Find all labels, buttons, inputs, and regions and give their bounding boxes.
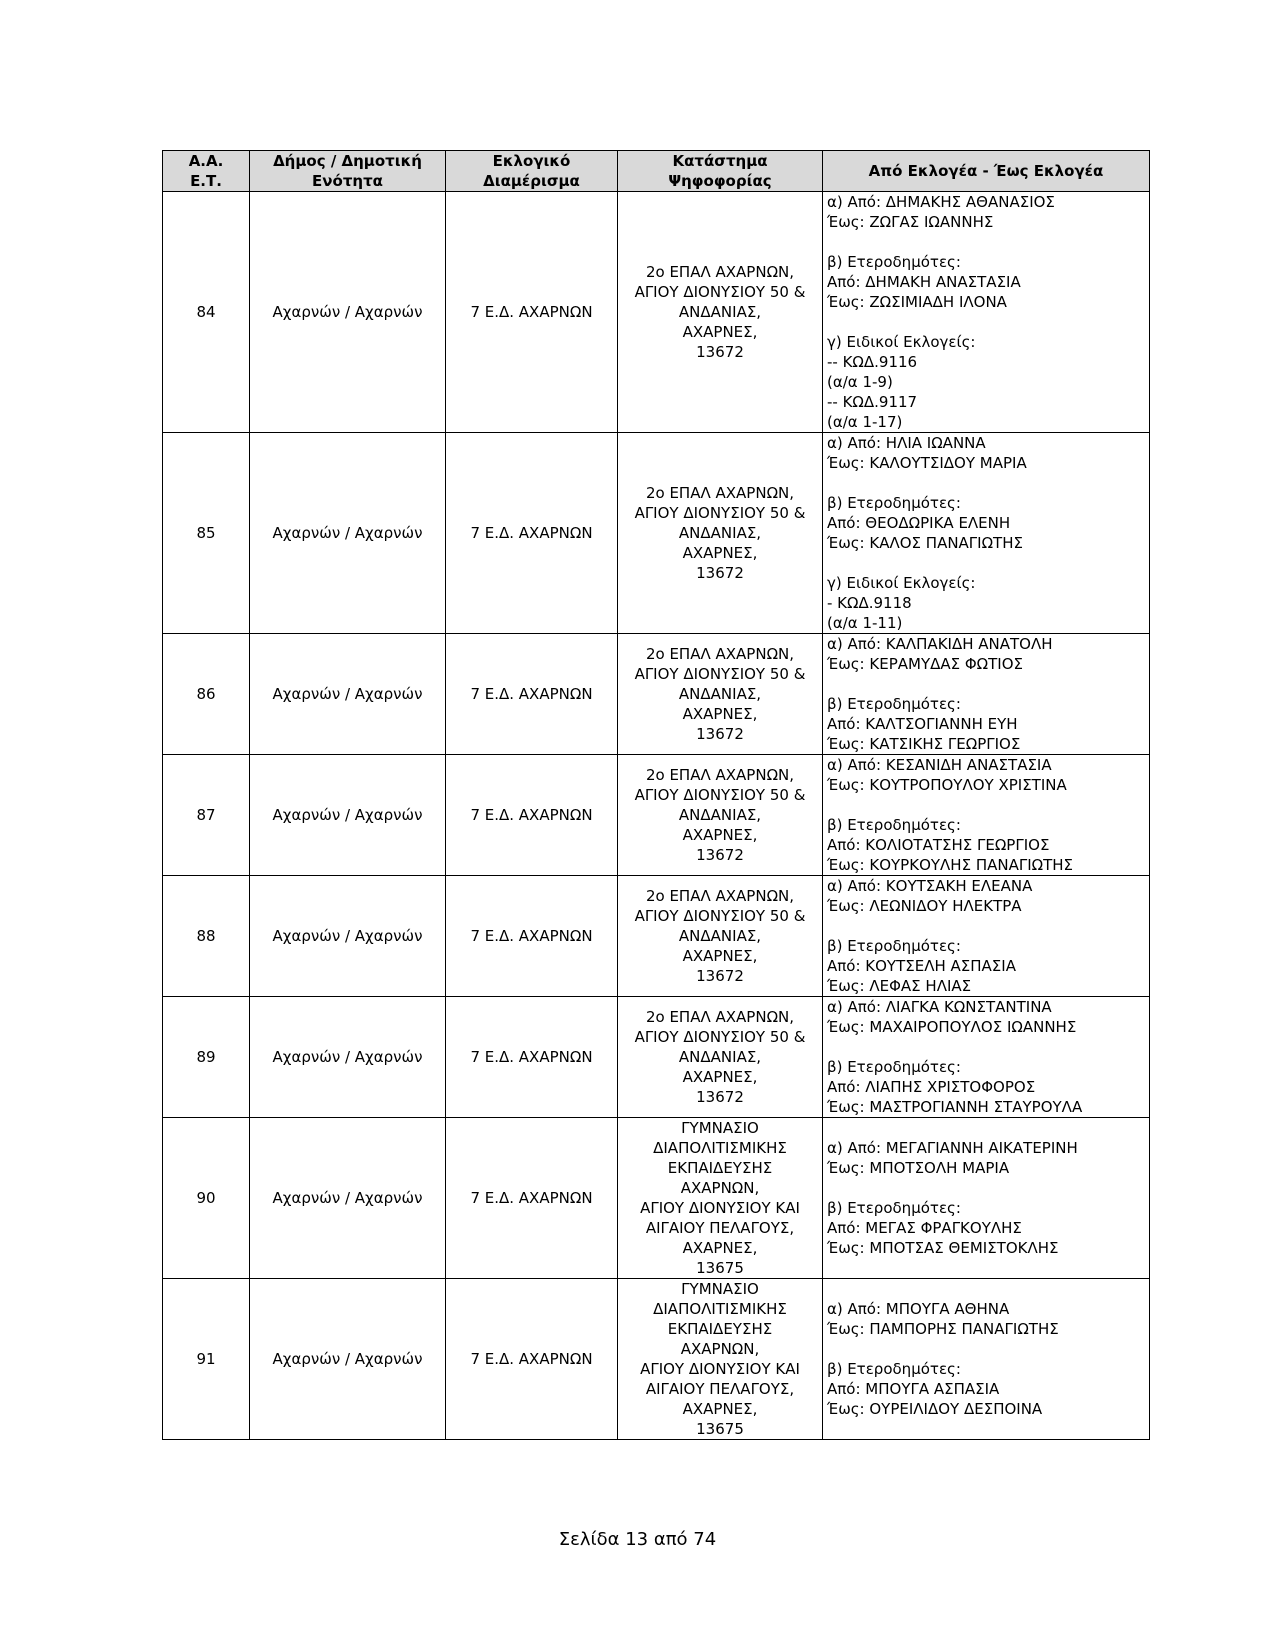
cell-dimos: Αχαρνών / Αχαρνών (250, 876, 446, 997)
katastima-line: 13675 (696, 1259, 744, 1277)
header-aa-line2: Ε.Τ. (190, 172, 222, 190)
katastima-line: ΑΧΑΡΝΕΣ, (682, 323, 758, 341)
range-spacer (827, 1339, 1145, 1359)
range-line: Από: ΜΕΓΑΣ ΦΡΑΓΚΟΥΛΗΣ (827, 1219, 1022, 1237)
cell-diamerisma: 7 Ε.Δ. ΑΧΑΡΝΩΝ (446, 1118, 618, 1279)
cell-katastima (618, 876, 823, 997)
range-line: α) Από: ΔΗΜΑΚΗΣ ΑΘΑΝΑΣΙΟΣ (827, 193, 1055, 211)
table-row (163, 997, 1150, 1118)
katastima-line: 13672 (696, 564, 744, 582)
voting-table (162, 150, 1150, 1440)
table-header-row (163, 151, 1150, 192)
katastima-line: ΑΙΓΑΙΟΥ ΠΕΛΑΓΟΥΣ, (645, 1380, 795, 1398)
katastima-line: ΑΓΙΟΥ ΔΙΟΝΥΣΙΟΥ ΚΑΙ (640, 1360, 800, 1378)
range-line: β) Ετεροδημότες: (827, 1360, 961, 1378)
katastima-line: 13672 (696, 343, 744, 361)
range-line: α) Από: ΛΙΑΓΚΑ ΚΩΝΣΤΑΝΤΙΝΑ (827, 998, 1052, 1016)
katastima-line: ΑΧΑΡΝΕΣ, (682, 1400, 758, 1418)
range-line: α) Από: ΜΠΟΥΓΑ ΑΘΗΝΑ (827, 1300, 1010, 1318)
katastima-line: ΑΧΑΡΝΕΣ, (682, 947, 758, 965)
header-katastima (618, 151, 823, 192)
header-katastima-line2: Ψηφοφορίας (668, 172, 772, 190)
header-range: Από Εκλογέα - Έως Εκλογέα (823, 151, 1150, 192)
table-row (163, 634, 1150, 755)
table-body (163, 192, 1150, 1440)
range-line: Έως: ΠΑΜΠΟΡΗΣ ΠΑΝΑΓΙΩΤΗΣ (827, 1320, 1059, 1338)
cell-aa: 89 (163, 997, 250, 1118)
range-spacer (827, 795, 1145, 815)
cell-diamerisma: 7 Ε.Δ. ΑΧΑΡΝΩΝ (446, 192, 618, 433)
header-aa-line1: Α.Α. (188, 152, 224, 170)
range-line: α) Από: ΚΕΣΑΝΙΔΗ ΑΝΑΣΤΑΣΙΑ (827, 756, 1052, 774)
cell-range (823, 433, 1150, 634)
cell-katastima (618, 997, 823, 1118)
range-line: β) Ετεροδημότες: (827, 816, 961, 834)
cell-aa: 85 (163, 433, 250, 634)
katastima-line: ΑΝΔΑΝΙΑΣ, (678, 685, 762, 703)
range-line: Από: ΛΙΑΠΗΣ ΧΡΙΣΤΟΦΟΡΟΣ (827, 1078, 1036, 1096)
katastima-line: ΑΓΙΟΥ ΔΙΟΝΥΣΙΟΥ 50 & (634, 907, 806, 925)
cell-dimos: Αχαρνών / Αχαρνών (250, 1118, 446, 1279)
table-row (163, 1118, 1150, 1279)
range-line: β) Ετεροδημότες: (827, 494, 961, 512)
cell-aa: 84 (163, 192, 250, 433)
katastima-line: ΓΥΜΝΑΣΙΟ (681, 1280, 759, 1298)
range-line: β) Ετεροδημότες: (827, 253, 961, 271)
katastima-line: ΑΓΙΟΥ ΔΙΟΝΥΣΙΟΥ ΚΑΙ (640, 1199, 800, 1217)
range-line: Έως: ΜΠΟΤΣΟΛΗ ΜΑΡΙΑ (827, 1159, 1010, 1177)
range-line: Έως: ΚΑΤΣΙΚΗΣ ΓΕΩΡΓΙΟΣ (827, 735, 1021, 753)
katastima-line: ΑΧΑΡΝΕΣ, (682, 544, 758, 562)
range-line: Από: ΔΗΜΑΚΗ ΑΝΑΣΤΑΣΙΑ (827, 273, 1021, 291)
header-diamerisma-line1: Εκλογικό (492, 152, 571, 170)
katastima-line: ΑΝΔΑΝΙΑΣ, (678, 524, 762, 542)
cell-katastima (618, 1279, 823, 1440)
range-spacer (827, 1037, 1145, 1057)
cell-diamerisma: 7 Ε.Δ. ΑΧΑΡΝΩΝ (446, 997, 618, 1118)
katastima-line: ΔΙΑΠΟΛΙΤΙΣΜΙΚΗΣ (653, 1139, 787, 1157)
range-spacer (827, 674, 1145, 694)
header-katastima-line1: Κατάστημα (672, 152, 768, 170)
cell-range (823, 634, 1150, 755)
range-line: α) Από: ΗΛΙΑ ΙΩΑΝΝΑ (827, 434, 986, 452)
range-line: (α/α 1-17) (827, 413, 903, 431)
cell-dimos: Αχαρνών / Αχαρνών (250, 997, 446, 1118)
range-line: -- ΚΩΔ.9117 (827, 393, 918, 411)
range-line: Από: ΜΠΟΥΓΑ ΑΣΠΑΣΙΑ (827, 1380, 1000, 1398)
range-line: γ) Ειδικοί Εκλογείς: (827, 574, 976, 592)
range-line: Έως: ΜΑΧΑΙΡΟΠΟΥΛΟΣ ΙΩΑΝΝΗΣ (827, 1018, 1077, 1036)
range-line: β) Ετεροδημότες: (827, 1199, 961, 1217)
cell-katastima (618, 1118, 823, 1279)
cell-aa: 88 (163, 876, 250, 997)
range-line: Έως: ΛΕΩΝΙΔΟΥ ΗΛΕΚΤΡΑ (827, 897, 1022, 915)
header-diamerisma-line2: Διαμέρισμα (483, 172, 580, 190)
cell-katastima (618, 755, 823, 876)
cell-dimos: Αχαρνών / Αχαρνών (250, 1279, 446, 1440)
katastima-line: ΑΧΑΡΝΩΝ, (680, 1179, 760, 1197)
cell-katastima (618, 433, 823, 634)
cell-range (823, 876, 1150, 997)
katastima-line: 2ο ΕΠΑΛ ΑΧΑΡΝΩΝ, (645, 484, 795, 502)
table-row (163, 755, 1150, 876)
katastima-line: ΑΓΙΟΥ ΔΙΟΝΥΣΙΟΥ 50 & (634, 504, 806, 522)
cell-diamerisma: 7 Ε.Δ. ΑΧΑΡΝΩΝ (446, 634, 618, 755)
cell-dimos: Αχαρνών / Αχαρνών (250, 433, 446, 634)
cell-diamerisma: 7 Ε.Δ. ΑΧΑΡΝΩΝ (446, 433, 618, 634)
voting-table-container (162, 150, 1149, 1440)
range-line: Από: ΘΕΟΔΩΡΙΚΑ ΕΛΕΝΗ (827, 514, 1011, 532)
table-row (163, 192, 1150, 433)
range-line: Από: ΚΟΛΙΟΤΑΤΣΗΣ ΓΕΩΡΓΙΟΣ (827, 836, 1050, 854)
cell-katastima (618, 634, 823, 755)
katastima-line: ΑΓΙΟΥ ΔΙΟΝΥΣΙΟΥ 50 & (634, 283, 806, 301)
cell-dimos: Αχαρνών / Αχαρνών (250, 755, 446, 876)
range-spacer (827, 1178, 1145, 1198)
range-line: Έως: ΛΕΦΑΣ ΗΛΙΑΣ (827, 977, 972, 995)
range-line: Έως: ΜΠΟΤΣΑΣ ΘΕΜΙΣΤΟΚΛΗΣ (827, 1239, 1059, 1257)
range-line: Έως: ΖΩΓΑΣ ΙΩΑΝΝΗΣ (827, 213, 994, 231)
range-line: -- ΚΩΔ.9116 (827, 353, 918, 371)
cell-range (823, 1279, 1150, 1440)
range-line: β) Ετεροδημότες: (827, 937, 961, 955)
katastima-line: ΑΝΔΑΝΙΑΣ, (678, 806, 762, 824)
range-line: Από: ΚΟΥΤΣΕΛΗ ΑΣΠΑΣΙΑ (827, 957, 1016, 975)
katastima-line: 2ο ΕΠΑΛ ΑΧΑΡΝΩΝ, (645, 263, 795, 281)
cell-range (823, 997, 1150, 1118)
range-line: γ) Ειδικοί Εκλογείς: (827, 333, 976, 351)
cell-range (823, 1118, 1150, 1279)
range-spacer (827, 473, 1145, 493)
range-line: Έως: ΚΑΛΟΥΤΣΙΔΟΥ ΜΑΡΙΑ (827, 454, 1027, 472)
katastima-line: 2ο ΕΠΑΛ ΑΧΑΡΝΩΝ, (645, 766, 795, 784)
katastima-line: ΓΥΜΝΑΣΙΟ (681, 1119, 759, 1137)
header-dimos-line1: Δήμος / Δημοτική (273, 152, 422, 170)
range-line: Έως: ΚΕΡΑΜΥΔΑΣ ΦΩΤΙΟΣ (827, 655, 1024, 673)
range-line: Έως: ΚΟΥΤΡΟΠΟΥΛΟΥ ΧΡΙΣΤΙΝΑ (827, 776, 1067, 794)
range-line: α) Από: ΜΕΓΑΓΙΑΝΝΗ ΑΙΚΑΤΕΡΙΝΗ (827, 1139, 1078, 1157)
header-dimos-line2: Ενότητα (312, 172, 383, 190)
katastima-line: 13672 (696, 1088, 744, 1106)
cell-aa: 87 (163, 755, 250, 876)
cell-aa: 86 (163, 634, 250, 755)
katastima-line: 13672 (696, 846, 744, 864)
range-spacer (827, 916, 1145, 936)
cell-aa: 90 (163, 1118, 250, 1279)
katastima-line: ΕΚΠΑΙΔΕΥΣΗΣ (667, 1320, 773, 1338)
range-line: Έως: ΟΥΡΕΙΛΙΔΟΥ ΔΕΣΠΟΙΝΑ (827, 1400, 1043, 1418)
cell-dimos: Αχαρνών / Αχαρνών (250, 634, 446, 755)
range-line: α) Από: ΚΑΛΠΑΚΙΔΗ ΑΝΑΤΟΛΗ (827, 635, 1053, 653)
range-spacer (827, 553, 1145, 573)
table-row (163, 1279, 1150, 1440)
range-spacer (827, 232, 1145, 252)
cell-dimos: Αχαρνών / Αχαρνών (250, 192, 446, 433)
range-spacer (827, 312, 1145, 332)
range-line: - ΚΩΔ.9118 (827, 594, 912, 612)
katastima-line: ΔΙΑΠΟΛΙΤΙΣΜΙΚΗΣ (653, 1300, 787, 1318)
katastima-line: ΑΧΑΡΝΕΣ, (682, 705, 758, 723)
katastima-line: 13672 (696, 967, 744, 985)
katastima-line: 13675 (696, 1420, 744, 1438)
cell-diamerisma: 7 Ε.Δ. ΑΧΑΡΝΩΝ (446, 755, 618, 876)
range-line: (α/α 1-9) (827, 373, 893, 391)
cell-diamerisma: 7 Ε.Δ. ΑΧΑΡΝΩΝ (446, 1279, 618, 1440)
range-line: β) Ετεροδημότες: (827, 1058, 961, 1076)
katastima-line: ΑΝΔΑΝΙΑΣ, (678, 303, 762, 321)
katastima-line: 2ο ΕΠΑΛ ΑΧΑΡΝΩΝ, (645, 887, 795, 905)
range-line: β) Ετεροδημότες: (827, 695, 961, 713)
cell-katastima (618, 192, 823, 433)
header-diamerisma (446, 151, 618, 192)
page-number: Σελίδα 13 από 74 (558, 1529, 717, 1550)
cell-range (823, 192, 1150, 433)
table-row (163, 876, 1150, 997)
katastima-line: ΑΓΙΟΥ ΔΙΟΝΥΣΙΟΥ 50 & (634, 1028, 806, 1046)
katastima-line: 2ο ΕΠΑΛ ΑΧΑΡΝΩΝ, (645, 1008, 795, 1026)
range-line: α) Από: ΚΟΥΤΣΑΚΗ ΕΛΕΑΝΑ (827, 877, 1033, 895)
header-aa (163, 151, 250, 192)
range-line: Από: ΚΑΛΤΣΟΓΙΑΝΝΗ ΕΥΗ (827, 715, 1018, 733)
range-line: Έως: ΚΑΛΟΣ ΠΑΝΑΓΙΩΤΗΣ (827, 534, 1023, 552)
range-line: Έως: ΚΟΥΡΚΟΥΛΗΣ ΠΑΝΑΓΙΩΤΗΣ (827, 856, 1074, 874)
range-line: Έως: ΜΑΣΤΡΟΓΙΑΝΝΗ ΣΤΑΥΡΟΥΛΑ (827, 1098, 1083, 1116)
cell-diamerisma: 7 Ε.Δ. ΑΧΑΡΝΩΝ (446, 876, 618, 997)
katastima-line: ΑΝΔΑΝΙΑΣ, (678, 927, 762, 945)
katastima-line: ΑΓΙΟΥ ΔΙΟΝΥΣΙΟΥ 50 & (634, 665, 806, 683)
katastima-line: ΑΧΑΡΝΕΣ, (682, 1068, 758, 1086)
range-line: Έως: ΖΩΣΙΜΙΑΔΗ ΙΛΟΝΑ (827, 293, 1007, 311)
katastima-line: ΑΝΔΑΝΙΑΣ, (678, 1048, 762, 1066)
katastima-line: ΑΓΙΟΥ ΔΙΟΝΥΣΙΟΥ 50 & (634, 786, 806, 804)
katastima-line: 13672 (696, 725, 744, 743)
header-dimos (250, 151, 446, 192)
katastima-line: ΑΧΑΡΝΕΣ, (682, 826, 758, 844)
katastima-line: ΑΙΓΑΙΟΥ ΠΕΛΑΓΟΥΣ, (645, 1219, 795, 1237)
katastima-line: 2ο ΕΠΑΛ ΑΧΑΡΝΩΝ, (645, 645, 795, 663)
katastima-line: ΑΧΑΡΝΩΝ, (680, 1340, 760, 1358)
katastima-line: ΑΧΑΡΝΕΣ, (682, 1239, 758, 1257)
cell-range (823, 755, 1150, 876)
table-row (163, 433, 1150, 634)
range-line: (α/α 1-11) (827, 614, 903, 632)
cell-aa: 91 (163, 1279, 250, 1440)
katastima-line: ΕΚΠΑΙΔΕΥΣΗΣ (667, 1159, 773, 1177)
